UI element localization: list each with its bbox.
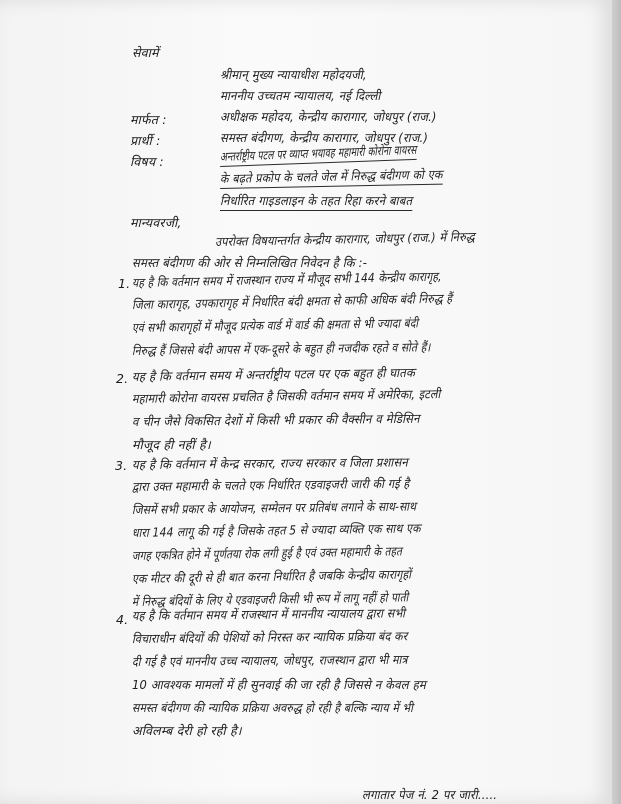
subject-line-3: निर्धारित गाइडलाइन के तहत रिहा करने बाबत bbox=[220, 192, 412, 211]
point-3-line-5: जगह एकत्रित होने में पूर्णतया रोक लगी हुई है एवं उक्त महामारी के तहत bbox=[131, 543, 403, 563]
addressee-line-2: माननीय उच्चतम न्यायालय, नई दिल्ली bbox=[220, 88, 381, 103]
via-text: अधीक्षक महोदय, केन्द्रीय कारागार, जोधपुर (राज.) bbox=[220, 109, 437, 124]
point-3-line-4: धारा 144 लागू की गई है जिसके तहत 5 से ज्यादा व्यक्ति एक साथ एक bbox=[131, 520, 421, 540]
point-3-line-1: यह है कि वर्तमान में केन्द्र सरकार, राज्य सरकार व जिला प्रशासन bbox=[131, 454, 408, 472]
via-label: मार्फत : bbox=[130, 112, 167, 127]
point-3-line-3: जिसमें सभी प्रकार के आयोजन, सम्मेलन पर प्रतिबंध लगाने के साथ-साथ bbox=[131, 498, 417, 517]
point-4-line-1: यह है कि वर्तमान समय में राजस्थान में माननीय न्यायालय द्वारा सभी bbox=[131, 605, 406, 623]
point-2-line-4: मौजूद ही नहीं है। bbox=[132, 437, 211, 452]
applicant-text: समस्त बंदीगण, केन्द्रीय कारागार, जोधपुर (राज.) bbox=[220, 130, 429, 145]
point-3-line-7: में निरुद्ध बंदियों के लिए ये एडवाइजरी किसी भी रूप में लागू नहीं हो पाती bbox=[131, 589, 409, 609]
intro-line-2: समस्त बंदीगण की ओर से निम्नलिखित निवेदन है कि :- bbox=[132, 255, 368, 270]
point-3-line-6: एक मीटर की दूरी से ही बात करना निर्धारित है जबकि केन्द्रीय कारागृहों bbox=[131, 566, 412, 586]
subject-line-1: अन्तर्राष्ट्रीय पटल पर व्याप्त भयावह महामारी कोरोना वायरस bbox=[220, 141, 417, 167]
point-2-line-3: व चीन जैसे विकसित देशों में किसी भी प्रकार की वैक्सीन व मेडिसिन bbox=[131, 410, 420, 429]
point-3-line-2: द्वारा उक्त महामारी के चलते एक निर्धारित एडवाइजरी जारी की गई है bbox=[131, 475, 410, 494]
addressee-line-1: श्रीमान् मुख्य न्यायाधीश महोदयजी, bbox=[220, 67, 367, 82]
point-4-line-6: अविलम्ब देरी हो रही है। bbox=[132, 723, 242, 738]
intro-line-1: उपरोक्त विषयान्तर्गत केन्द्रीय कारागार, जोधपुर (राज.) में निरुद्ध bbox=[214, 228, 475, 249]
page-edge-shadow bbox=[612, 0, 621, 804]
point-1-line-4: निरुद्ध हैं जिससे बंदी आपस में एक-दूसरे के बहुत ही नजदीक रहते व सोते हैं। bbox=[131, 339, 431, 358]
point-2-number: 2. bbox=[116, 371, 129, 386]
continued-footer-note: लगातार पेज नं. 2 पर जारी..... bbox=[362, 787, 498, 802]
point-1-line-1: यह है कि वर्तमान समय में राजस्थान राज्य में मौजूद सभी 144 केन्द्रीय कारागृह, bbox=[131, 268, 442, 290]
point-1-line-2: जिला कारागृह, उपकारागृह में निर्धारित बंदी क्षमता से काफी अधिक बंदी निरुद्ध हैं bbox=[131, 290, 453, 312]
point-4-line-4: 10 आवश्यक मामलों में ही सुनवाई की जा रही है जिससे न केवल हम bbox=[132, 677, 426, 692]
point-2-line-2: महामारी कोरोना वायरस प्रचलित है जिसकी वर्तमान समय में अमेरिका, इटली bbox=[131, 386, 441, 406]
point-1-line-3: एवं सभी कारागृहों में मौजूद प्रत्येक वार्ड में वार्ड की क्षमता से भी ज्यादा बंदी bbox=[131, 315, 419, 335]
subject-line-2: के बढ़ते प्रकोप के चलते जेल में निरुद्ध बंदीगण को एक bbox=[220, 166, 443, 189]
point-4-number: 4. bbox=[116, 612, 129, 627]
point-3-number: 3. bbox=[115, 458, 128, 473]
greeting: मान्यवरजी, bbox=[130, 215, 182, 230]
point-4-line-2: विचाराधीन बंदियों की पेशियों को निरस्त कर न्यायिक प्रक्रिया बंद कर bbox=[131, 628, 408, 646]
subject-label: विषय : bbox=[130, 154, 164, 169]
point-2-line-1: यह है कि वर्तमान समय में अन्तर्राष्ट्रीय पटल पर एक बहुत ही घातक bbox=[131, 364, 416, 384]
point-1-number: 1. bbox=[118, 276, 131, 291]
point-4-line-3: दी गई है एवं माननीय उच्च न्यायालय, जोधपुर, राजस्थान द्वारा भी मात्र bbox=[131, 651, 408, 669]
salutation-to: सेवामें bbox=[132, 45, 159, 60]
applicant-label: प्रार्थी : bbox=[130, 133, 161, 148]
point-4-line-5: समस्त बंदीगण की न्यायिक प्रक्रिया अवरुद्ध हो रही है बल्कि न्याय में भी bbox=[132, 700, 414, 715]
